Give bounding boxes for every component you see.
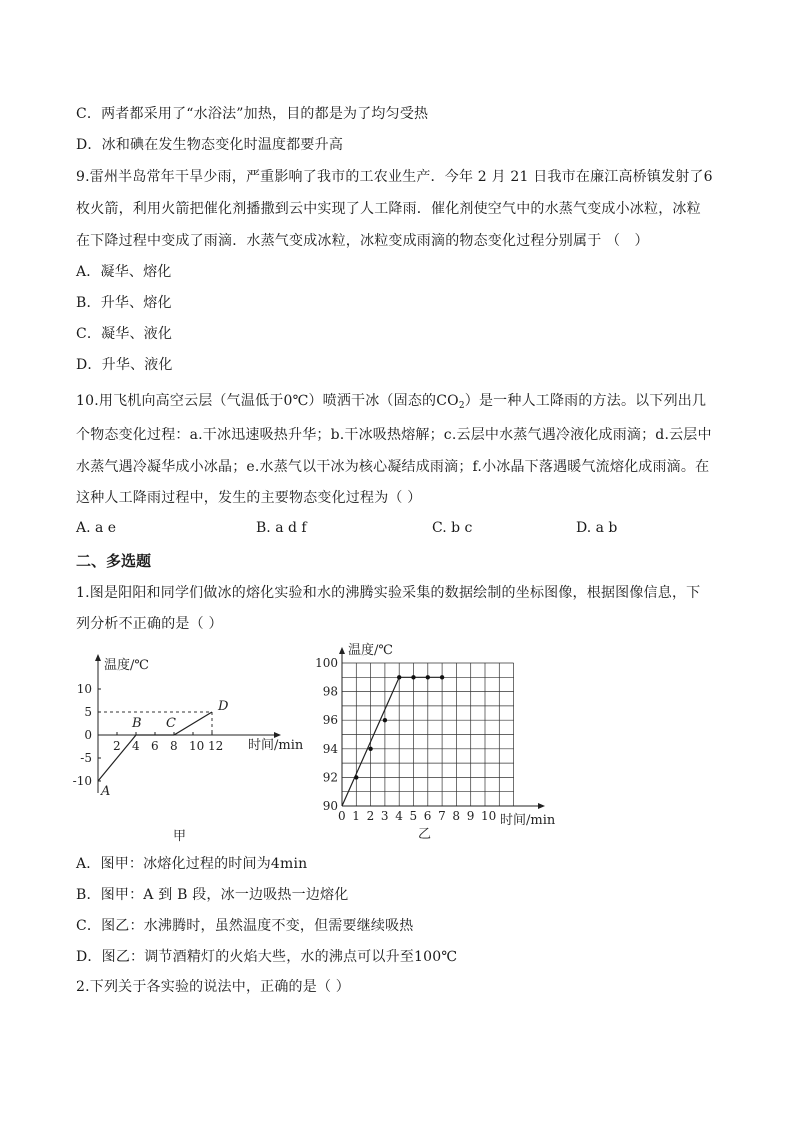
yi-data-point	[397, 675, 401, 679]
yi-y-tick-label: 98	[322, 684, 338, 699]
yi-x-tick-label: 2	[366, 809, 375, 823]
yi-series-line	[342, 677, 442, 806]
q9-option-c: C．凝华、液化	[76, 326, 173, 342]
yi-x-tick-label: 8	[452, 809, 461, 823]
yi-y-tick-label: 90	[322, 799, 338, 813]
option-d-previous: D．冰和碘在发生物态变化时温度都要升高	[76, 137, 344, 153]
yi-x-tick-label: 1	[352, 809, 360, 823]
yi-y-tick-label: 100	[315, 656, 338, 670]
q10-stem-line3: 水蒸气遇冷凝华成小冰晶；e.水蒸气以干冰为核心凝结成雨滴；f.小冰晶下落遇暖气流熔化成雨滴。在	[76, 459, 710, 475]
jia-x-tick-label: 12	[208, 739, 224, 753]
yi-data-point	[440, 675, 444, 679]
jia-x-tick-label: 4	[132, 739, 140, 753]
mq1-option-d: D．图乙：调节酒精灯的火焰大些，水的沸点可以升至100℃	[76, 949, 458, 965]
yi-x-tick-label: 0	[338, 809, 346, 823]
q9-stem-line1: 9.雷州半岛常年干旱少雨，严重影响了我市的工农业生产．今年 2 月 21 日我市在廉江高桥镇发射了6	[76, 169, 713, 185]
q10-option-a: A. a e	[76, 520, 117, 536]
q10-stem-line2: 个物态变化过程：a.干冰迅速吸热升华；b.干冰吸热熔解；c.云层中水蒸气遇冷液化成雨滴；d.云层中	[76, 427, 712, 443]
q10-line1-part-a: 10.用飞机向高空云层（气温低于0℃）喷洒干冰（固态的CO	[76, 393, 459, 409]
jia-point-label: D	[218, 699, 229, 714]
mq1-option-b: B．图甲：A 到 B 段，冰一边吸热一边熔化	[76, 887, 349, 903]
yi-data-point	[411, 675, 415, 679]
yi-x-tick-label: 7	[438, 809, 446, 823]
yi-ylabel: 温度/℃	[348, 643, 393, 658]
jia-x-tick-label: 2	[113, 739, 121, 753]
jia-y-tick-label: -10	[72, 774, 92, 788]
yi-data-point	[368, 747, 372, 751]
jia-caption: 甲	[173, 829, 187, 844]
yi-data-point	[383, 718, 387, 722]
jia-x-tick-label: 8	[170, 739, 178, 753]
mq1-option-c: C．图乙：水沸腾时，虽然温度不变，但需要继续吸热	[76, 918, 414, 934]
jia-x-tick-label: 10	[189, 739, 205, 753]
jia-x-tick-label: 6	[151, 739, 159, 753]
yi-caption: 乙	[418, 827, 432, 842]
jia-ylabel: 温度/℃	[104, 658, 149, 673]
jia-y-tick-label: 10	[76, 682, 92, 696]
yi-data-point	[354, 775, 358, 779]
q10-co2-subscript: 2	[458, 401, 465, 411]
jia-y-tick-label: 0	[84, 728, 92, 742]
yi-x-tick-label: 10	[481, 809, 497, 823]
yi-x-tick-label: 6	[423, 809, 432, 823]
jia-y-tick-label: -5	[80, 751, 92, 765]
mq1-stem-line1: 1.图是阳阳和同学们做冰的熔化实验和水的沸腾实验采集的数据绘制的坐标图像，根据图像信息，下	[76, 585, 701, 601]
option-c-previous: C．两者都采用了“水浴法”加热，目的都是为了均匀受热	[76, 106, 429, 122]
q9-option-b: B．升华、熔化	[76, 295, 172, 311]
yi-xlabel: 时间/min	[500, 813, 556, 828]
q9-option-a: A．凝华、熔化	[76, 264, 172, 280]
q9-stem-line2: 枚火箭，利用火箭把催化剂播撒到云中实现了人工降雨．催化剂使空气中的水蒸气变成小冰粒，冰粒	[76, 201, 701, 217]
q10-line1-part-b: ）是一种人工降雨的方法。以下列出几	[464, 393, 707, 409]
yi-x-tick-label: 5	[409, 809, 418, 823]
jia-y-tick-label: 5	[84, 705, 92, 719]
yi-y-tick-label: 94	[322, 741, 338, 756]
q10-option-b: B. a d f	[256, 520, 307, 536]
chart-yi	[315, 640, 558, 842]
jia-point-label: B	[132, 716, 142, 731]
yi-x-tick-label: 4	[395, 809, 403, 823]
jia-point-label: A	[101, 784, 111, 799]
yi-y-tick-label: 96	[322, 713, 338, 728]
q9-option-d: D．升华、液化	[76, 357, 173, 373]
q10-stem-line4: 这种人工降雨过程中，发生的主要物态变化过程为（ ）	[76, 490, 422, 506]
jia-xlabel: 时间/min	[248, 738, 304, 753]
q10-option-d: D. a b	[576, 520, 618, 536]
yi-x-tick-label: 9	[466, 809, 475, 823]
q9-stem-line3: 在下降过程中变成了雨滴．水蒸气变成冰粒，冰粒变成雨滴的物态变化过程分别属于 （ ）	[76, 233, 649, 249]
mq1-stem-line2: 列分析不正确的是（ ）	[76, 616, 223, 632]
yi-y-tick-label: 92	[322, 770, 338, 785]
chart-jia	[70, 645, 320, 845]
mq2-stem-line1: 2.下列关于各实验的说法中，正确的是（ ）	[76, 979, 351, 995]
jia-point-label: C	[166, 716, 176, 731]
yi-data-point	[426, 675, 430, 679]
section-title: 二、多选题	[76, 552, 152, 570]
yi-x-tick-label: 3	[380, 809, 389, 823]
q10-stem-line1	[76, 390, 706, 411]
mq1-option-a: A．图甲：冰熔化过程的时间为4min	[76, 856, 308, 872]
q10-option-c: C. b c	[432, 520, 473, 536]
